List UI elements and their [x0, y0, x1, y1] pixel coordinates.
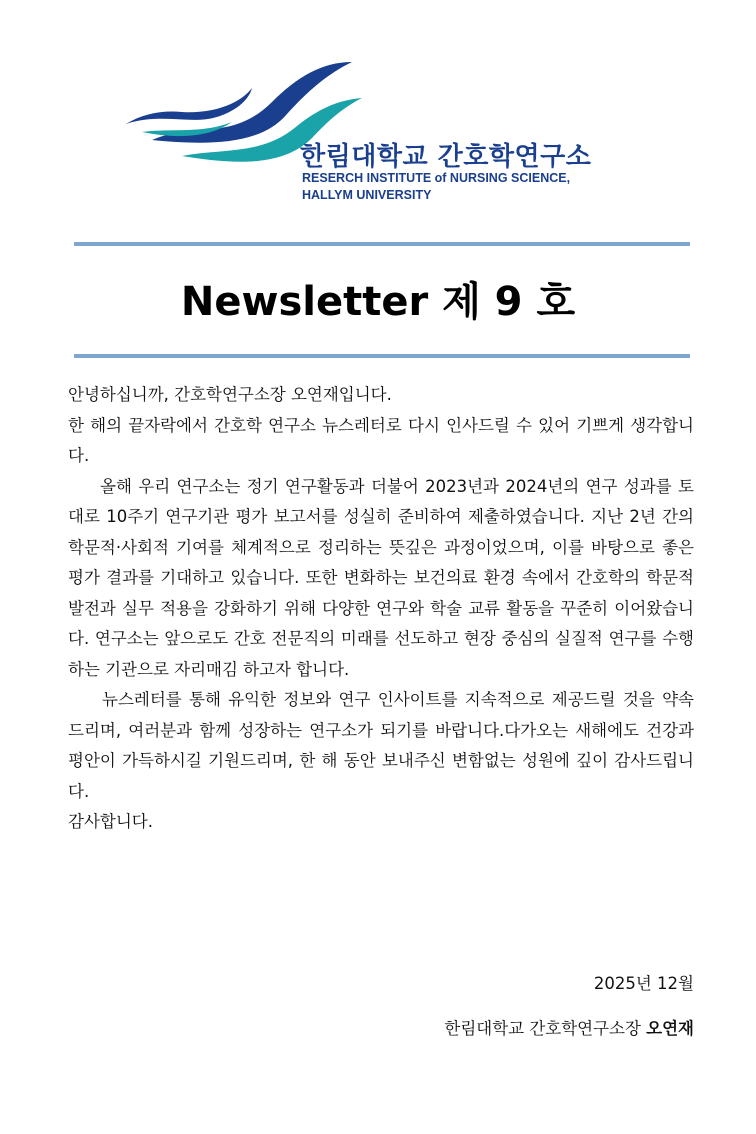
- title-divider-bottom: [74, 354, 690, 358]
- institute-logo: [122, 52, 622, 212]
- greeting-line: 안녕하십니까, 간호학연구소장 오연재입니다.: [68, 385, 392, 404]
- newsletter-title: Newsletter 제 9 호: [180, 279, 576, 325]
- institute-name-english-line1: RESERCH INSTITUTE of NURSING SCIENCE,: [302, 171, 571, 185]
- letter-body: [68, 380, 694, 838]
- signature-org: 한림대학교 간호학연구소장: [444, 1019, 641, 1038]
- letter-date: 2025년 12월: [593, 974, 694, 993]
- paragraph-1: 한 해의 끝자락에서 간호학 연구소 뉴스레터로 다시 인사드릴 수 있어 기쁘게 생각합니다.: [68, 415, 694, 465]
- signature: [444, 1015, 694, 1039]
- institute-name-english-line2: HALLYM UNIVERSITY: [302, 188, 432, 202]
- institute-name-korean: 한림대학교 간호학연구소: [300, 142, 592, 172]
- institute-name-english: [302, 170, 570, 204]
- paragraph-3: 뉴스레터를 통해 유익한 정보와 연구 인사이트를 지속적으로 제공드릴 것을 약속 드리며, 여러분과 함께 성장하는 연구소가 되기를 바랍니다.다가오는 새해에도 건강과 평안이 가득하시길 기원드리며, 한 해 동안 보내주신 변함없는 성원에 깊이 감사드립니다.: [68, 690, 694, 801]
- paragraph-2: 올해 우리 연구소는 정기 연구활동과 더불어 2023년과 2024년의 연구 성과를 토대로 10주기 연구기관 평가 보고서를 성실히 준비하여 제출하였습니다. 지난 2년 간의 학문적·사회적 기여를 체계적으로 정리하는 뜻깊은 과정이었으며, 이를 바탕으로 좋은 평가 결과를 기대하고 있습니다. 또한 변화하는 보건의료 환경 속에서 간호학의 학문적 발전과 실무 적용을 강화하기 위해 다양한 연구와 학술 교류 활동을 꾸준히 이어왔습니다. 연구소는 앞으로도 간호 전문직의 미래를 선도하고 현장 중심의 실질적 연구를 수행하는 기관으로 자리매김 하고자 합니다.: [68, 476, 694, 679]
- signature-name: 오연재: [646, 1019, 694, 1038]
- closing-line: 감사합니다.: [68, 812, 153, 831]
- title-divider-top: [74, 242, 690, 246]
